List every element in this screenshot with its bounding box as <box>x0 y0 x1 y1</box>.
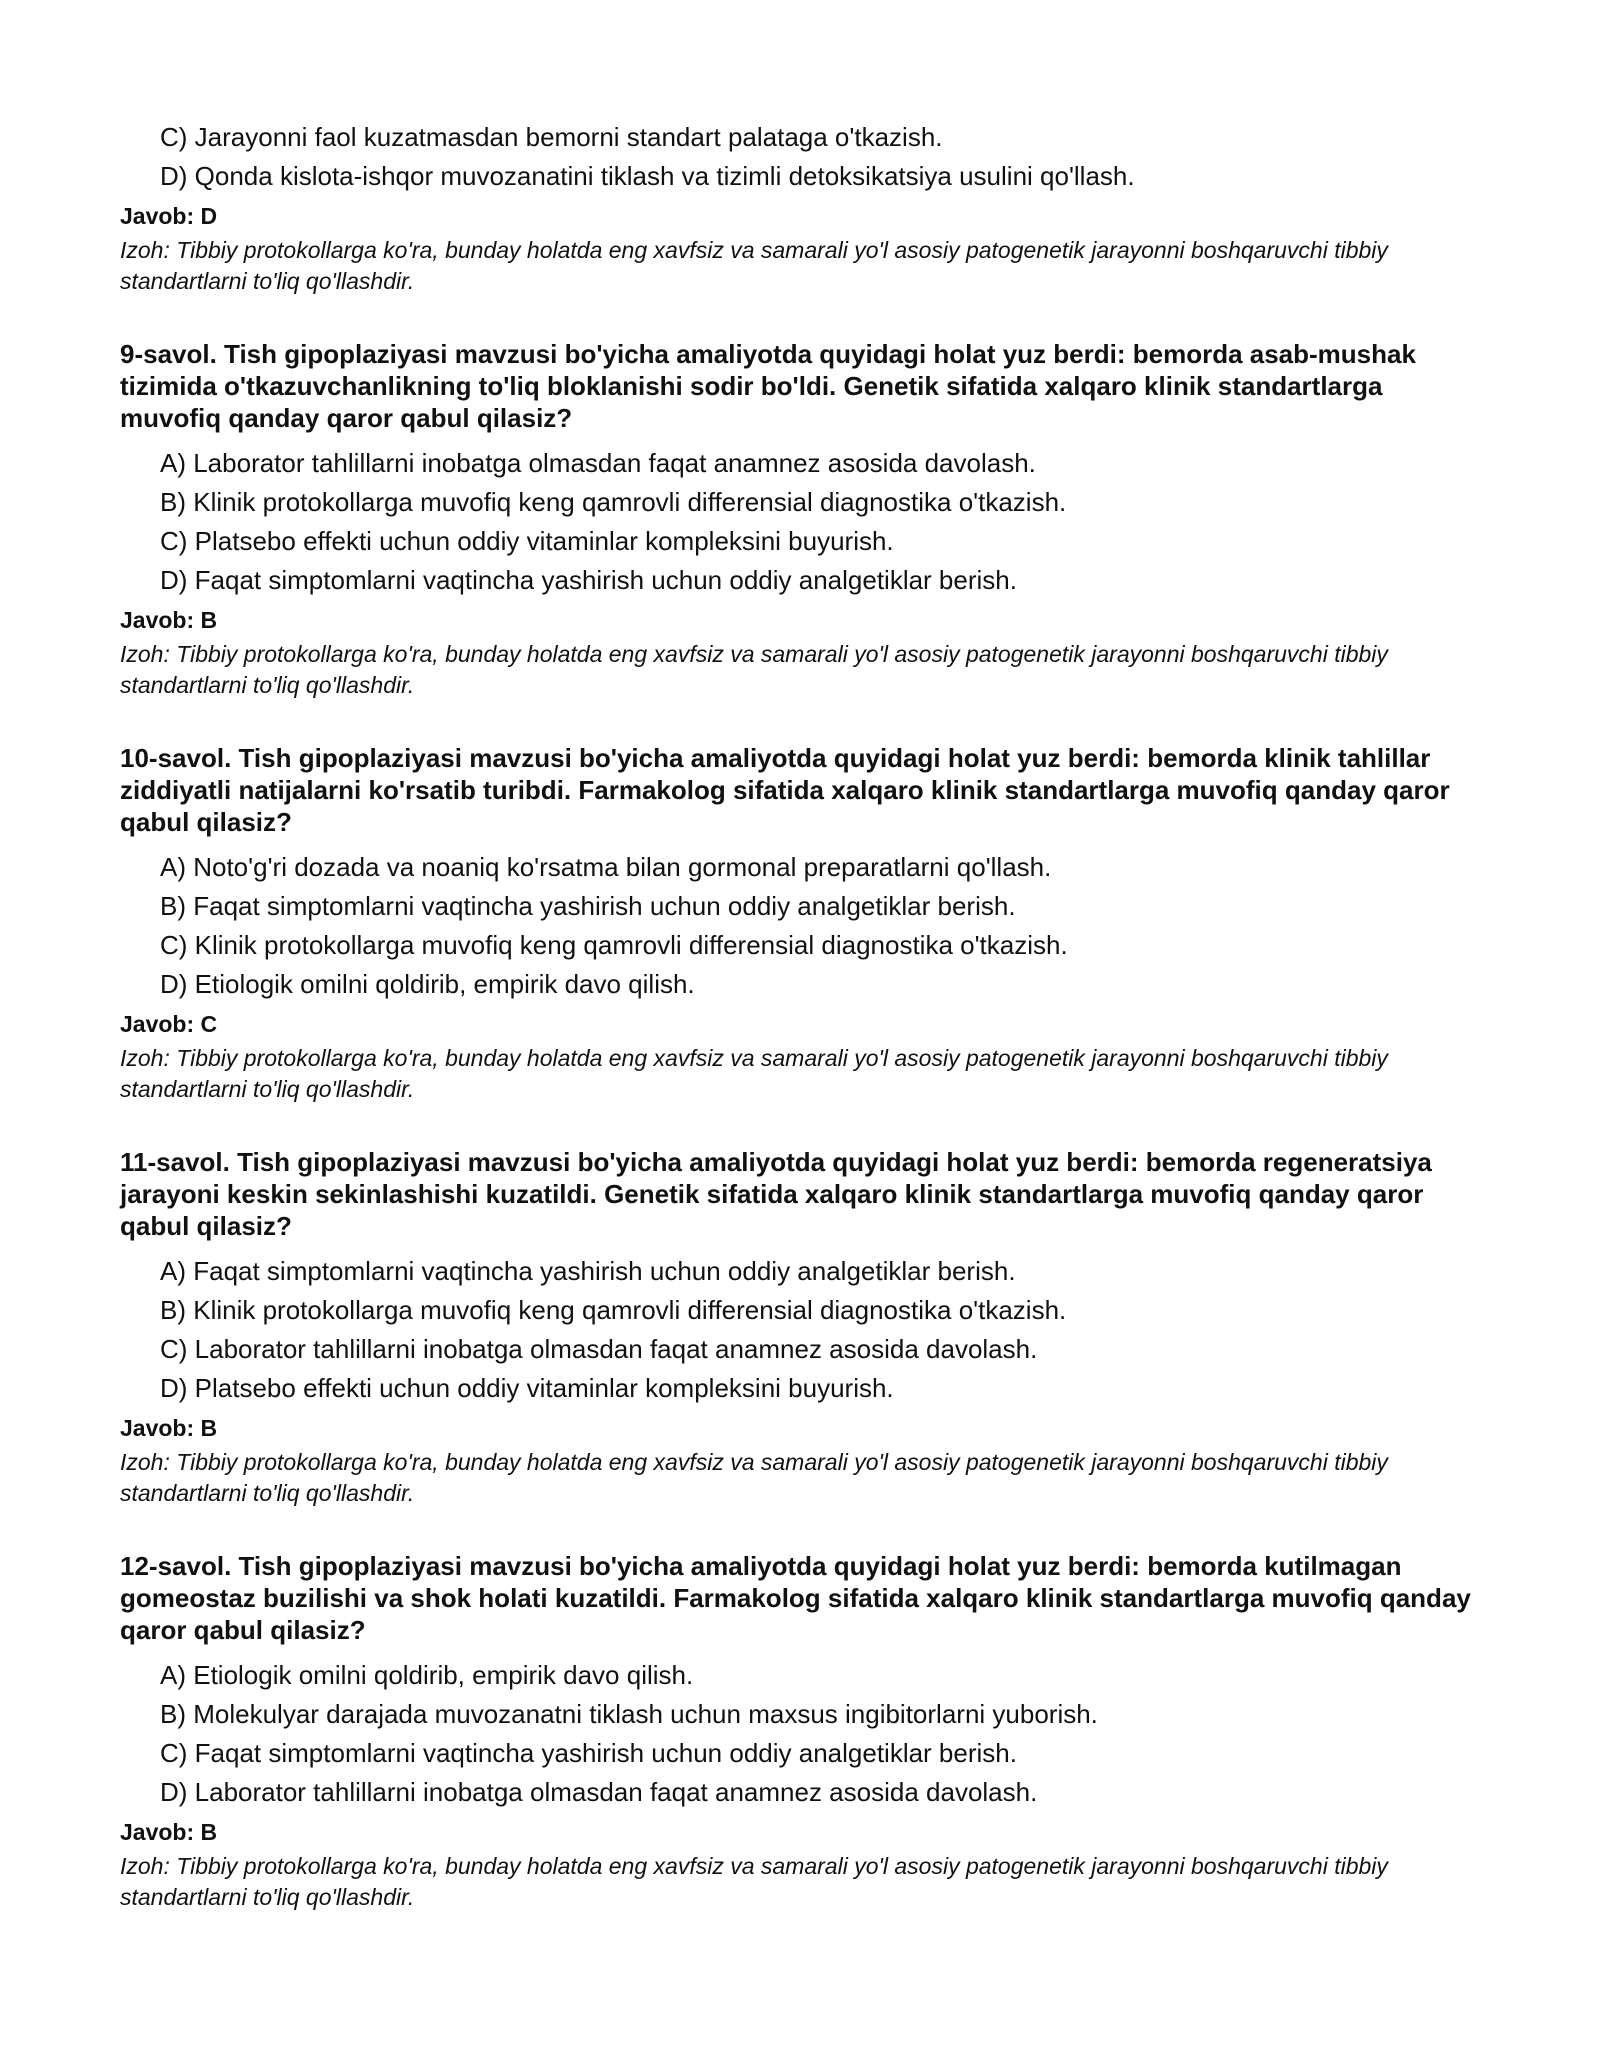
question-block-8-tail <box>120 118 1480 297</box>
answer-label: Javob: D <box>120 203 218 229</box>
option-d: D) Faqat simptomlarni vaqtincha yashirish uchun oddiy analgetiklar berish. <box>160 565 1017 595</box>
option-c: C) Laborator tahlillarni inobatga olmasdan faqat anamnez asosida davolash. <box>160 1334 1038 1364</box>
option-b: B) Klinik protokollarga muvofiq keng qamrovli differensial diagnostika o'tkazish. <box>160 1295 1067 1325</box>
document-page <box>120 118 1480 1913</box>
question-block-10 <box>120 742 1480 1105</box>
answer-label: Javob: B <box>120 1415 218 1441</box>
option-a: A) Etiologik omilni qoldirib, empirik davo qilish. <box>160 1660 694 1690</box>
question-block-9 <box>120 338 1480 701</box>
question-block-11 <box>120 1146 1480 1509</box>
option-c: C) Jarayonni faol kuzatmasdan bemorni standart palataga o'tkazish. <box>160 122 943 152</box>
explanation-note: Izoh: Tibbiy protokollarga ko'ra, bunday holatda eng xavfsiz va samarali yo'l asosiy patogenetik jarayonni boshqaruvchi tibbiy standartlarni to'liq qo'llashdir. <box>120 641 1388 698</box>
option-d: D) Platsebo effekti uchun oddiy vitaminlar kompleksini buyurish. <box>160 1373 894 1403</box>
question-text: 10-savol. Tish gipoplaziyasi mavzusi bo'yicha amaliyotda quyidagi holat yuz berdi: bemorda klinik tahlillar ziddiyatli natijalarni ko'rsatib turibdi. Farmakolog sifatida xalqaro klinik standartlarga muvofiq qanday qaror qabul qilasiz? <box>120 743 1450 837</box>
explanation-note: Izoh: Tibbiy protokollarga ko'ra, bunday holatda eng xavfsiz va samarali yo'l asosiy patogenetik jarayonni boshqaruvchi tibbiy standartlarni to'liq qo'llashdir. <box>120 237 1388 294</box>
question-block-12 <box>120 1550 1480 1913</box>
answer-label: Javob: C <box>120 1011 218 1037</box>
question-text: 12-savol. Tish gipoplaziyasi mavzusi bo'yicha amaliyotda quyidagi holat yuz berdi: bemorda kutilmagan gomeostaz buzilishi va shok holati kuzatildi. Farmakolog sifatida xalqaro klinik standartlarga muvofiq qanday qaror qabul qilasiz? <box>120 1551 1471 1645</box>
explanation-note: Izoh: Tibbiy protokollarga ko'ra, bunday holatda eng xavfsiz va samarali yo'l asosiy patogenetik jarayonni boshqaruvchi tibbiy standartlarni to'liq qo'llashdir. <box>120 1853 1388 1910</box>
option-a: A) Noto'g'ri dozada va noaniq ko'rsatma bilan gormonal preparatlarni qo'llash. <box>160 852 1052 882</box>
option-b: B) Faqat simptomlarni vaqtincha yashirish uchun oddiy analgetiklar berish. <box>160 891 1016 921</box>
option-b: B) Molekulyar darajada muvozanatni tiklash uchun maxsus ingibitorlarni yuborish. <box>160 1699 1098 1729</box>
question-text: 11-savol. Tish gipoplaziyasi mavzusi bo'yicha amaliyotda quyidagi holat yuz berdi: bemorda regeneratsiya jarayoni keskin sekinlashishi kuzatildi. Genetik sifatida xalqaro klinik standartlarga muvofiq qanday qaror qabul qilasiz? <box>120 1147 1432 1241</box>
explanation-note: Izoh: Tibbiy protokollarga ko'ra, bunday holatda eng xavfsiz va samarali yo'l asosiy patogenetik jarayonni boshqaruvchi tibbiy standartlarni to'liq qo'llashdir. <box>120 1449 1388 1506</box>
option-d: D) Etiologik omilni qoldirib, empirik davo qilish. <box>160 969 695 999</box>
option-c: C) Klinik protokollarga muvofiq keng qamrovli differensial diagnostika o'tkazish. <box>160 930 1068 960</box>
question-text: 9-savol. Tish gipoplaziyasi mavzusi bo'yicha amaliyotda quyidagi holat yuz berdi: bemorda asab-mushak tizimida o'tkazuvchanlikning to'liq bloklanishi sodir bo'ldi. Genetik sifatida xalqaro klinik standartlarga muvofiq qanday qaror qabul qilasiz? <box>120 339 1416 433</box>
option-a: A) Laborator tahlillarni inobatga olmasdan faqat anamnez asosida davolash. <box>160 448 1036 478</box>
option-a: A) Faqat simptomlarni vaqtincha yashirish uchun oddiy analgetiklar berish. <box>160 1256 1016 1286</box>
answer-label: Javob: B <box>120 607 218 633</box>
option-d: D) Qonda kislota-ishqor muvozanatini tiklash va tizimli detoksikatsiya usulini qo'llash. <box>160 161 1135 191</box>
option-d: D) Laborator tahlillarni inobatga olmasdan faqat anamnez asosida davolash. <box>160 1777 1038 1807</box>
option-b: B) Klinik protokollarga muvofiq keng qamrovli differensial diagnostika o'tkazish. <box>160 487 1067 517</box>
explanation-note: Izoh: Tibbiy protokollarga ko'ra, bunday holatda eng xavfsiz va samarali yo'l asosiy patogenetik jarayonni boshqaruvchi tibbiy standartlarni to'liq qo'llashdir. <box>120 1045 1388 1102</box>
option-c: C) Platsebo effekti uchun oddiy vitaminlar kompleksini buyurish. <box>160 526 894 556</box>
answer-label: Javob: B <box>120 1819 218 1845</box>
option-c: C) Faqat simptomlarni vaqtincha yashirish uchun oddiy analgetiklar berish. <box>160 1738 1017 1768</box>
